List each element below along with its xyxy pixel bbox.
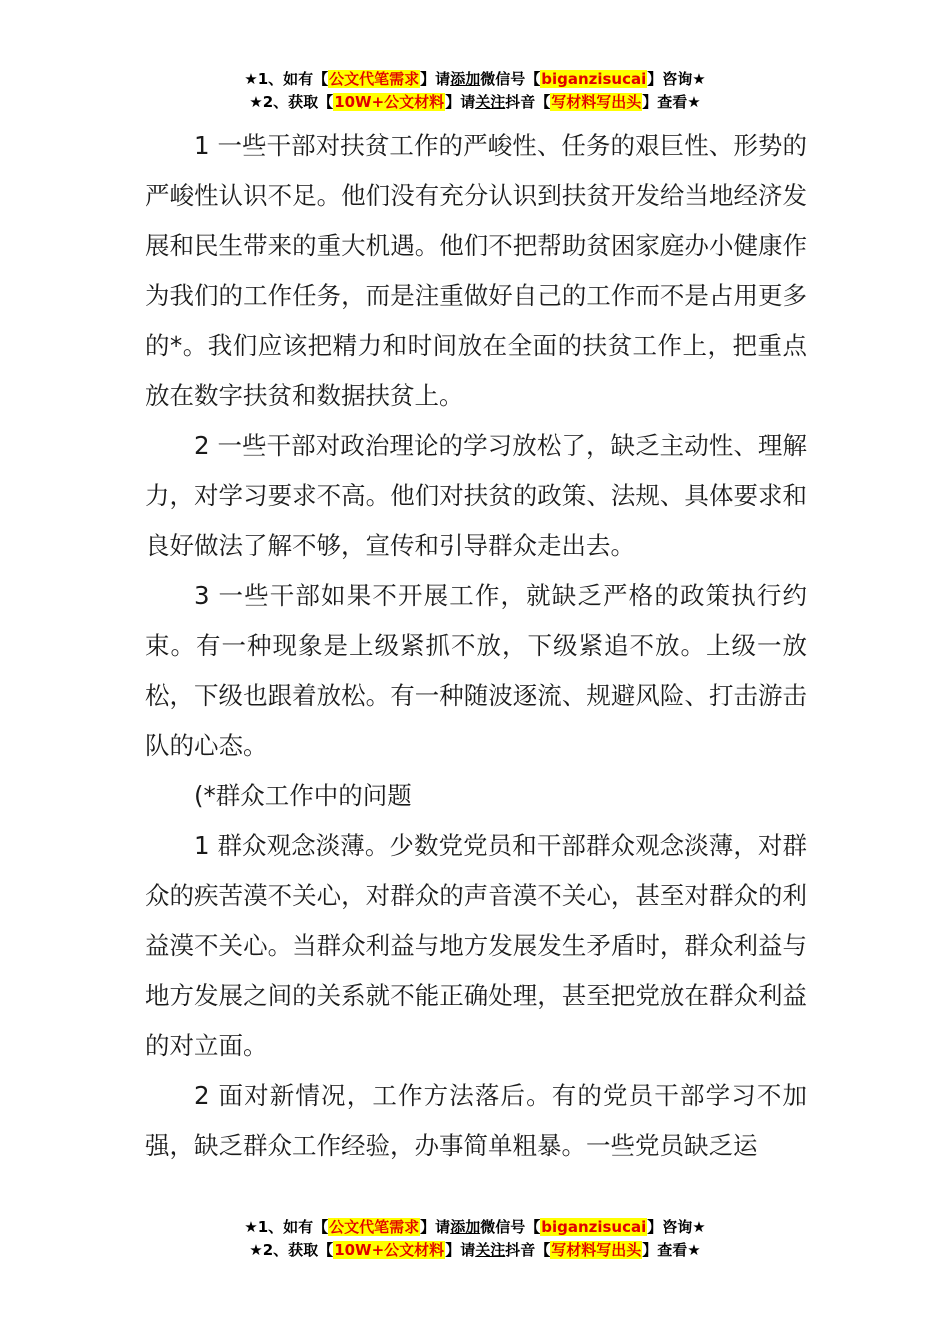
header-banner (0, 68, 950, 114)
underlined-follow: 关注 (475, 1241, 506, 1259)
underlined-add: 添加 (450, 70, 481, 88)
star-icon: ★ (249, 1241, 263, 1259)
highlight-service: 公文代笔需求 (329, 70, 420, 88)
paragraph-2: 2 一些干部对政治理论的学习放松了，缺乏主动性、理解力，对学习要求不高。他们对扶贫的政策、法规、具体要求和良好做法了解不够，宣传和引导群众走出去。 (145, 431, 807, 560)
section-heading: (*群众工作中的问题 (194, 781, 412, 810)
star-icon: ★ (249, 93, 263, 111)
highlight-service: 公文代笔需求 (329, 1218, 420, 1236)
highlight-materials: 10W+公文材料 (334, 93, 445, 111)
underlined-follow: 关注 (475, 93, 506, 111)
banner-line-2: ★2、获取【10W+公文材料】请关注抖音【写材料写出头】查看★ (249, 1241, 701, 1259)
highlight-douyin: 写材料写出头 (551, 93, 642, 111)
banner-line-1: ★1、如有【公文代笔需求】请添加微信号【biganzisucai】咨询★ (244, 70, 706, 88)
highlight-materials: 10W+公文材料 (334, 1241, 445, 1259)
footer-banner (0, 1216, 950, 1262)
star-icon: ★ (244, 1218, 258, 1236)
highlight-wechat-id: biganzisucai (541, 70, 647, 88)
star-icon: ★ (244, 70, 258, 88)
paragraph-3: 3 一些干部如果不开展工作，就缺乏严格的政策执行约束。有一种现象是上级紧抓不放，下级紧追不放。上级一放松，下级也跟着放松。有一种随波逐流、规避风险、打击游击队的心态。 (145, 581, 807, 760)
document-body (145, 121, 807, 1171)
banner-line-2: ★2、获取【10W+公文材料】请关注抖音【写材料写出头】查看★ (249, 93, 701, 111)
underlined-add: 添加 (450, 1218, 481, 1236)
highlight-wechat-id: biganzisucai (541, 1218, 647, 1236)
banner-line-1: ★1、如有【公文代笔需求】请添加微信号【biganzisucai】咨询★ (244, 1218, 706, 1236)
paragraph-1: 1 一些干部对扶贫工作的严峻性、任务的艰巨性、形势的严峻性认识不足。他们没有充分认识到扶贫开发给当地经济发展和民生带来的重大机遇。他们不把帮助贫困家庭办小健康作为我们的工作任务，而是注重做好自己的工作而不是占用更多的*。我们应该把精力和时间放在全面的扶贫工作上，把重点放在数字扶贫和数据扶贫上。 (145, 131, 807, 410)
paragraph-4: 1 群众观念淡薄。少数党党员和干部群众观念淡薄，对群众的疾苦漠不关心，对群众的声音漠不关心，甚至对群众的利益漠不关心。当群众利益与地方发展发生矛盾时，群众利益与地方发展之间的关系就不能正确处理，甚至把党放在群众利益的对立面。 (145, 831, 807, 1060)
paragraph-5: 2 面对新情况，工作方法落后。有的党员干部学习不加强，缺乏群众工作经验，办事简单粗暴。一些党员缺乏运 (145, 1081, 807, 1160)
highlight-douyin: 写材料写出头 (551, 1241, 642, 1259)
